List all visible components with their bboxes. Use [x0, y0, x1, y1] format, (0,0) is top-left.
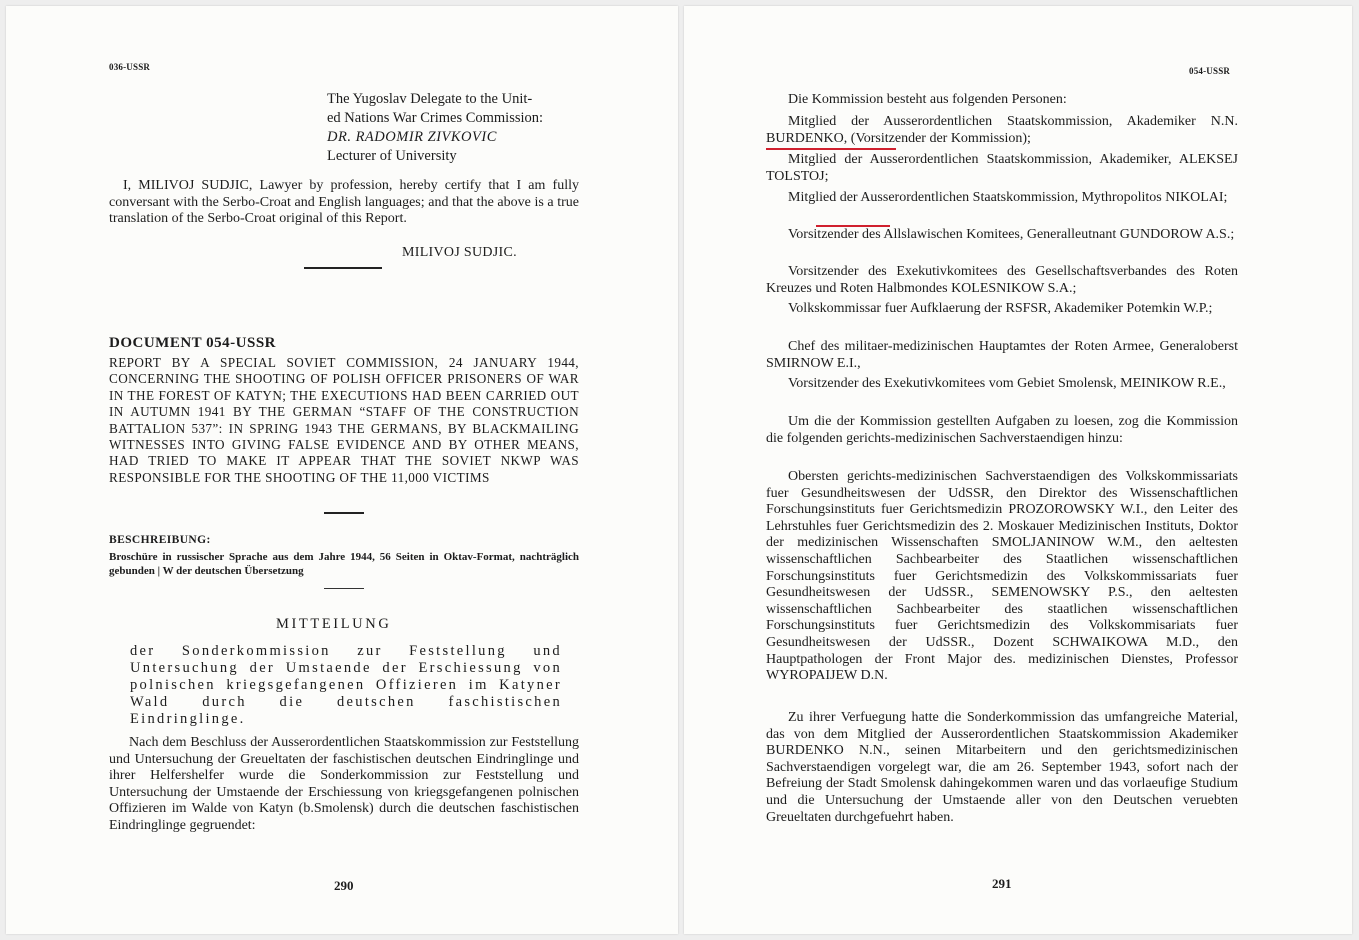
section-divider: [304, 267, 382, 269]
delegate-title: Lecturer of University: [327, 148, 457, 164]
materials-paragraph: [766, 710, 1238, 826]
member-entry: [766, 190, 1238, 207]
page-number: 290: [334, 878, 354, 893]
document-title: DOCUMENT 054-USSR: [109, 335, 276, 351]
member-text: Vorsitzender des Exekutivkomitees des Gesellschaftsverbandes des Roten Kreuzes und Roten Halbmondes KOLESNIKOW S.A.;: [766, 264, 1238, 296]
member-entry: [766, 114, 1238, 147]
intro-text: Die Kommission besteht aus folgenden Personen:: [788, 92, 1067, 107]
member-entry: [766, 227, 1238, 244]
left-page: [6, 6, 678, 934]
addressee-line: The Yugoslav Delegate to the Unit-: [327, 91, 533, 107]
translator-signature: MILIVOJ SUDJIC.: [402, 245, 517, 260]
description-heading: BESCHREIBUNG:: [109, 534, 211, 546]
commission-intro: [766, 92, 1238, 109]
member-text: Mitglied der Ausserordentlichen Staatskommission, Akademiker, ALEKSEJ TOLSTOJ;: [766, 152, 1238, 184]
member-text: (Vorsitzender der Kommission);: [847, 130, 1031, 146]
member-text: Chef des militaer-medizinischen Hauptamtes der Roten Armee, Generaloberst SMIRNOW E.I.,: [766, 339, 1238, 371]
member-text: Vorsitzender des Exekutivkomitees vom Gebiet Smolensk, MEINIKOW R.E.,: [788, 376, 1226, 391]
mitteilung-subtitle: der Sonderkommission zur Feststellung und Untersuchung der Umstaende der Erschiessung von polnischen kriegsgefangenen Offizieren im Katyner Wald durch die deutschen faschistischen Eindringlinge.: [130, 643, 562, 727]
page-number: 291: [992, 876, 1012, 891]
member-entry: [766, 152, 1238, 185]
member-entry: [766, 376, 1238, 393]
highlighted-name: NIKOLAI;: [1165, 190, 1228, 205]
section-divider: [324, 588, 364, 589]
addressee-block: [327, 90, 587, 166]
document-code-header: 054-USSR: [1189, 66, 1231, 76]
member-text: Mitglied der Ausserordentlichen Staatskommission, Akademiker: [788, 114, 1211, 129]
document-code-header: 036-USSR: [109, 62, 151, 72]
experts-intro-text: Um die der Kommission gestellten Aufgaben zu loesen, zog die Kommission die folgenden gerichts-medizinischen Sachverstaendigen hinzu:: [766, 414, 1238, 446]
commission-paragraph: Nach dem Beschluss der Ausserordentlichen Staatskommission zur Feststellung und Untersuchung der Greueltaten der faschistischen deutschen Eindringlinge und ihrer Helfershelfer wurde die Sonderkommission zur Feststellung und Untersuchung der Umstaende der Erschiessung von kriegsgefangenen polnischen Offizieren im Walde von Katyn (b.Smolensk) durch die deutschen faschistischen Eindringlinge gegruendet:: [109, 735, 579, 833]
mitteilung-heading: MITTEILUNG: [276, 616, 392, 632]
member-text: Volkskommissar fuer Aufklaerung der RSFSR, Akademiker Potemkin W.P.;: [788, 301, 1213, 316]
section-divider: [324, 512, 364, 514]
member-entry: [766, 301, 1238, 318]
member-text: Vorsitzender des Allslawischen Komitees, Generalleutnant GUNDOROW A.S.;: [788, 227, 1235, 242]
member-entry: [766, 264, 1238, 297]
red-underline: [766, 148, 896, 150]
highlighted-name: N.N. BURDENKO,: [766, 114, 1238, 146]
member-entry: [766, 339, 1238, 372]
description-text: Broschüre in russischer Sprache aus dem Jahre 1944, 56 Seiten in Oktav-Format, nachträglich gebunden | W der deutschen Übersetzung: [109, 551, 579, 577]
report-summary: REPORT BY A SPECIAL SOVIET COMMISSION, 24 JANUARY 1944, CONCERNING THE SHOOTING OF POLISH OFFICER PRISONERS OF WAR IN THE FOREST OF KATYN; THE EXECUTIONS HAD BEEN CARRIED OUT IN AUTUMN 1941 BY THE GERMAN “STAFF OF THE CONSTRUCTION BATTALION 537”: IN SPRING 1943 THE GERMANS, BY BLACKMAILING WITNESSES INTO GIVING FALSE EVIDENCE AND BY OTHER MEANS, HAD TRIED TO MAKE IT APPEAR THAT THE SOVIET NKWP WAS RESPONSIBLE FOR THE SHOOTING OF THE 11,000 VICTIMS: [109, 355, 579, 485]
experts-intro: [766, 414, 1238, 447]
delegate-name: DR. RADOMIR ZIVKOVIC: [327, 129, 497, 145]
experts-text: Obersten gerichts-medizinischen Sachverstaendigen des Volkskommissariats fuer Gesundheitswesen der UdSSR, den Direktor des Wissenschaftlichen Forschungsinstituts fuer Gerichtsmedizin PROZOROWSKY W.I., den Leiter des Lehrstuhles fuer Gerichtsmedizin des 2. Moskauer Medizinischen Instituts, Doktor der medizinischen Wissenschaften SMOLJANINOW W.M., den aeltesten wissenschaftlichen Sachbearbeiter des Staatlichen wissenschaftlichen Forschungsinstituts fuer Gerichtsmedizin des Volkskommissariats fuer Gesundheitswesen der UdSSR., SEMENOWSKY P.S., den aeltesten wissenschaftlichen Sachbearbeiter des staatlichen wissenschaftlichen Forschungsinstituts fuer Gerichtsmedizin des Volkskommisariats fuer Gesundheitswesen der UdSSR., Dozent SCHWAIKOWA M.D., den Hauptpathologen der Front Major des. medizinischen Dienstes, Professor WYROPAIJEW D.N.: [766, 469, 1238, 684]
right-page: [684, 6, 1352, 934]
addressee-line: ed Nations War Crimes Commission:: [327, 110, 544, 126]
translator-certification: I, MILIVOJ SUDJIC, Lawyer by profession, hereby certify that I am fully conversant with the Serbo-Croat and English languages; and that the above is a true translation of the Serbo-Croat original of this Report.: [109, 178, 579, 227]
experts-list: [766, 469, 1238, 685]
member-text: Mitglied der Ausserordentlichen Staatskommission, Mythropolitos: [788, 190, 1166, 205]
materials-text: Zu ihrer Verfuegung hatte die Sonderkommission das umfangreiche Material, das von dem Mitglied der Ausserordentlichen Staatskommission Akademiker BURDENKO N.N., seinen Mitarbeitern und den gerichtsmedizinischen Sachverstaendigen vorgelegt war, die am 26. September 1943, sofort nach der Befreiung der Stadt Smolensk dahingekommen waren und das vorlaeufige Studium und die Untersuchung der Umstaende aller von den Deutschen veruebten Greueltaten durchgefuehrt haben.: [766, 710, 1238, 825]
